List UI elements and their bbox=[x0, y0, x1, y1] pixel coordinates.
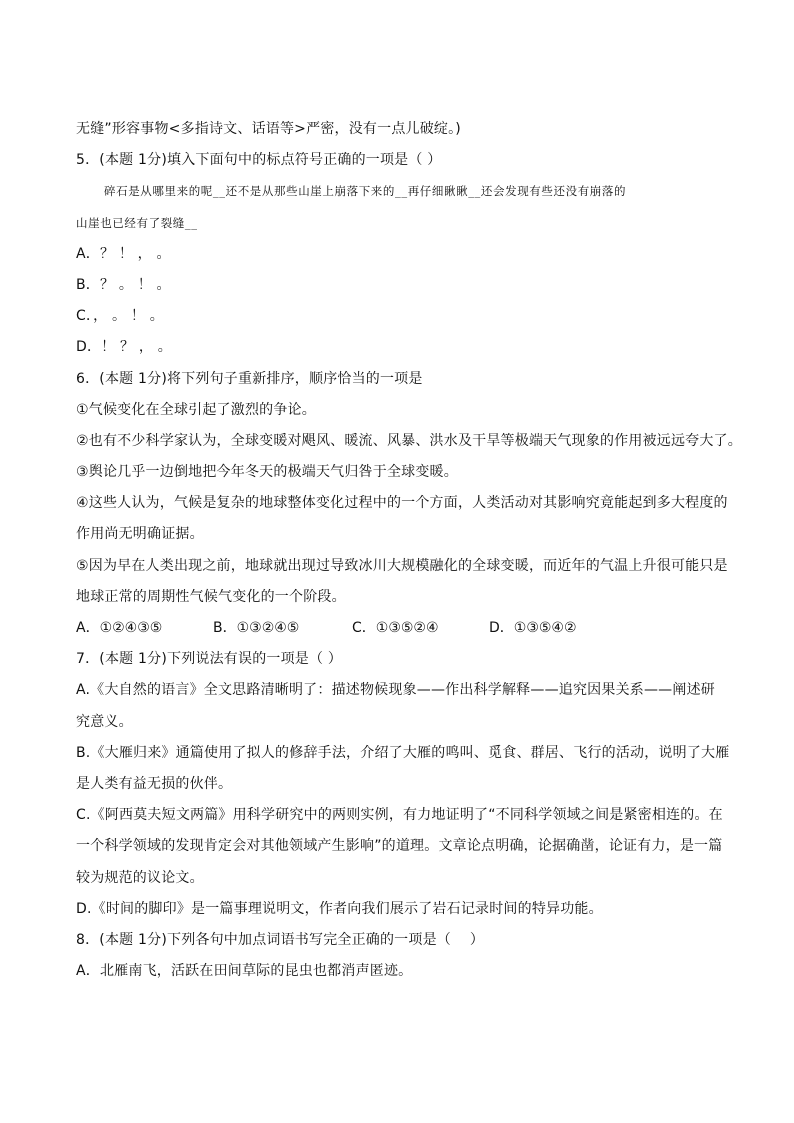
q5-option-b: B．？ 。 ！ 。 bbox=[76, 276, 171, 293]
q7-option-c-line-1: C.《阿西莫夫短文两篇》用科学研究中的两则实例，有力地证明了“不同科学领域之间是紧密相连的。在 bbox=[76, 807, 723, 824]
q7-stem: 7．(本题 1分)下列说法有误的一项是（ ） bbox=[76, 651, 343, 668]
q5-sentence-line-1: 碎石是从哪里来的呢__还不是从那些山崖上崩落下来的__再仔细瞅瞅__还会发现有些还没有崩落的 bbox=[104, 184, 627, 199]
question-8 bbox=[76, 925, 736, 987]
intro-line: 无缝”形容事物<多指诗文、话语等>严密，没有一点儿破绽。) bbox=[76, 121, 461, 137]
q8-stem: 8．(本题 1分)下列各句中加点词语书写完全正确的一项是（ ） bbox=[76, 931, 485, 948]
q5-sentence-line-2: 山崖也已经有了裂缝__ bbox=[76, 215, 198, 230]
q7-option-c-line-3: 较为规范的议论文。 bbox=[76, 869, 204, 886]
q6-sentence-1: ①气候变化在全球引起了激烈的争论。 bbox=[76, 401, 316, 418]
q6-option-a: A．①②④③⑤ bbox=[76, 620, 163, 636]
question-6 bbox=[76, 364, 742, 645]
q5-stem: 5．(本题 1分)填入下面句中的标点符号正确的一项是（ ） bbox=[76, 152, 442, 169]
q6-sentence-5-line-2: 地球正常的周期性气候气变化的一个阶段。 bbox=[76, 588, 346, 605]
q7-option-c-line-2: 一个科学领域的发现肯定会对其他领域产生影响”的道理。文章论点明确，论据确凿，论证有力，是一篇 bbox=[76, 838, 723, 855]
question-7 bbox=[76, 644, 736, 925]
q6-options bbox=[76, 613, 736, 644]
document-page bbox=[76, 114, 742, 987]
q6-option-d: D．①③⑤④② bbox=[489, 620, 577, 636]
q6-sentence-4-line-1: ④这些人认为，气候是复杂的地球整体变化过程中的一个方面，人类活动对其影响究竟能起到多大程度的 bbox=[76, 495, 728, 512]
q6-sentence-5-line-1: ⑤因为早在人类出现之前，地球就出现过导致冰川大规模融化的全球变暖，而近年的气温上升很可能只是 bbox=[76, 557, 728, 574]
q6-option-c: C．①③⑤②④ bbox=[352, 620, 439, 636]
q6-sentence-3: ③舆论几乎一边倒地把今年冬天的极端天气归咎于全球变暖。 bbox=[76, 464, 458, 481]
q5-option-a: A．？ ！ ， 。 bbox=[76, 245, 171, 262]
q7-option-a-line-1: A.《大自然的语言》全文思路清晰明了：描述物候现象——作出科学解释——追究因果关系——阐述研 bbox=[76, 682, 715, 699]
q8-option-a: A．北雁南飞，活跃在田间草际的昆虫也都消声匿迹。 bbox=[76, 963, 413, 980]
q7-option-d: D.《时间的脚印》是一篇事理说明文，作者向我们展示了岩石记录时间的特异功能。 bbox=[76, 900, 603, 917]
q6-sentence-2: ②也有不少科学家认为，全球变暖对飓风、暖流、风暴、洪水及干旱等极端天气现象的作用被远远夸大了。 bbox=[76, 432, 742, 449]
q7-option-a-line-2: 究意义。 bbox=[76, 713, 133, 730]
q6-option-b: B．①③②④⑤ bbox=[213, 620, 300, 636]
question-5 bbox=[76, 145, 736, 363]
q7-option-b-line-1: B.《大雁归来》通篇使用了拟人的修辞手法，介绍了大雁的鸣叫、觅食、群居、飞行的活动，说明了大雁 bbox=[76, 744, 730, 761]
q5-option-d: D．！ ？ ， 。 bbox=[76, 339, 172, 356]
q6-stem: 6．(本题 1分)将下列句子重新排序，顺序恰当的一项是 bbox=[76, 370, 423, 387]
q5-option-c: C．， 。 ！ 。 bbox=[76, 308, 164, 325]
q6-sentence-4-line-2: 作用尚无明确证据。 bbox=[76, 526, 204, 543]
q7-option-b-line-2: 是人类有益无损的伙伴。 bbox=[76, 775, 233, 792]
